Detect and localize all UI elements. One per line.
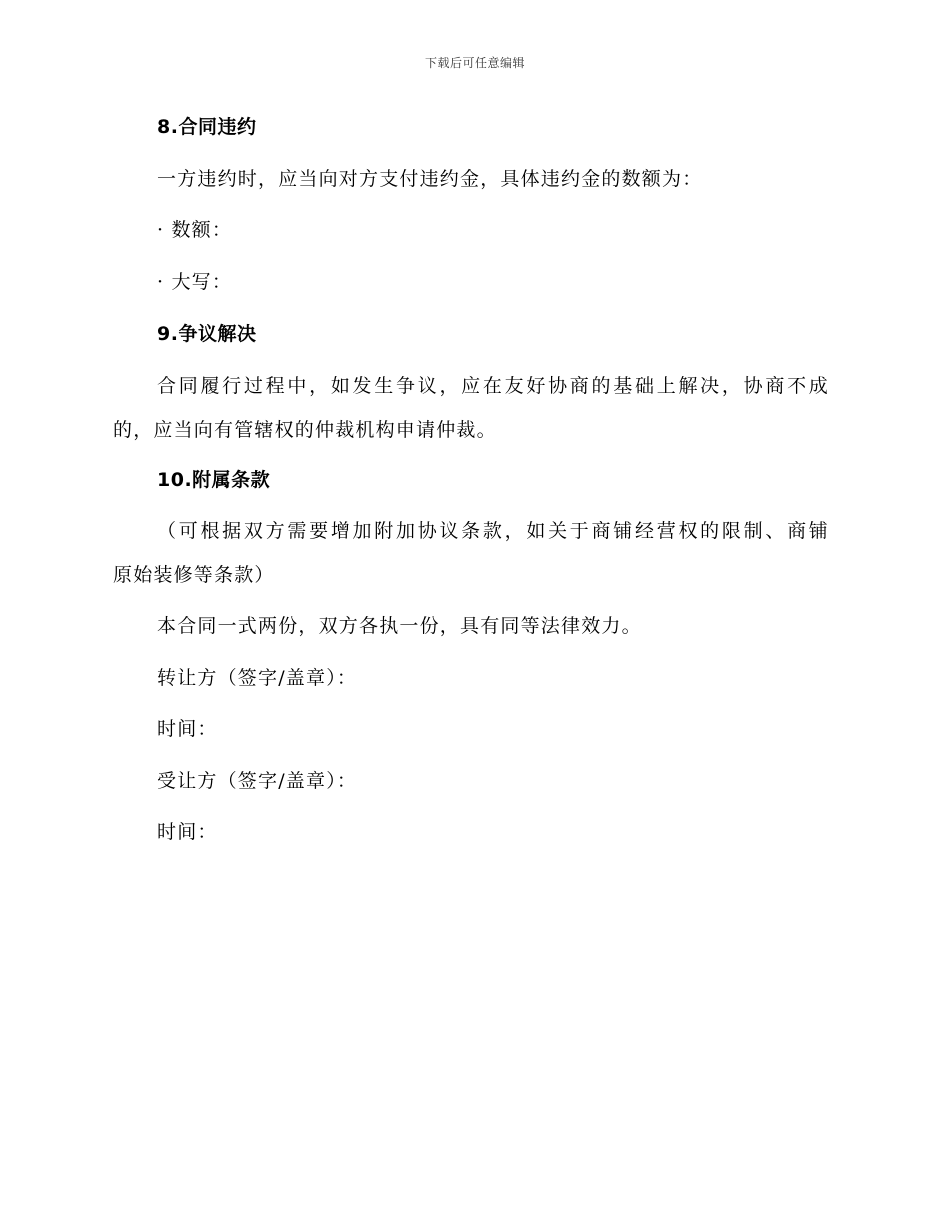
- section-10-paragraph-line-1: （可根据双方需要增加附加协议条款，如关于商铺经营权的限制、商铺: [157, 520, 829, 542]
- header-note: 下载后可任意编辑: [424, 56, 525, 70]
- penalty-amount-caps-line: · 大写：: [157, 271, 233, 293]
- copies-statement: 本合同一式两份，双方各执一份，具有同等法律效力。: [157, 615, 642, 637]
- section-10-paragraph-line-2: 原始装修等条款）: [113, 564, 275, 586]
- transferor-signature-line: 转让方（签字/盖章）：: [157, 667, 358, 689]
- transferee-signature-line: 受让方（签字/盖章）：: [157, 770, 358, 792]
- penalty-amount-line: · 数额：: [157, 219, 233, 241]
- transferee-time-line: 时间：: [157, 821, 218, 843]
- section-8-paragraph: 一方违约时，应当向对方支付违约金，具体违约金的数额为：: [157, 168, 703, 190]
- section-8-heading: 8.合同违约: [157, 116, 257, 138]
- section-9-heading: 9.争议解决: [157, 323, 257, 345]
- section-9-paragraph-line-2: 的，应当向有管辖权的仲裁机构申请仲裁。: [113, 419, 497, 441]
- section-10-heading: 10.附属条款: [157, 469, 271, 491]
- transferor-time-line: 时间：: [157, 718, 218, 740]
- section-9-paragraph-line-1: 合同履行过程中，如发生争议，应在友好协商的基础上解决，协商不成: [157, 375, 829, 397]
